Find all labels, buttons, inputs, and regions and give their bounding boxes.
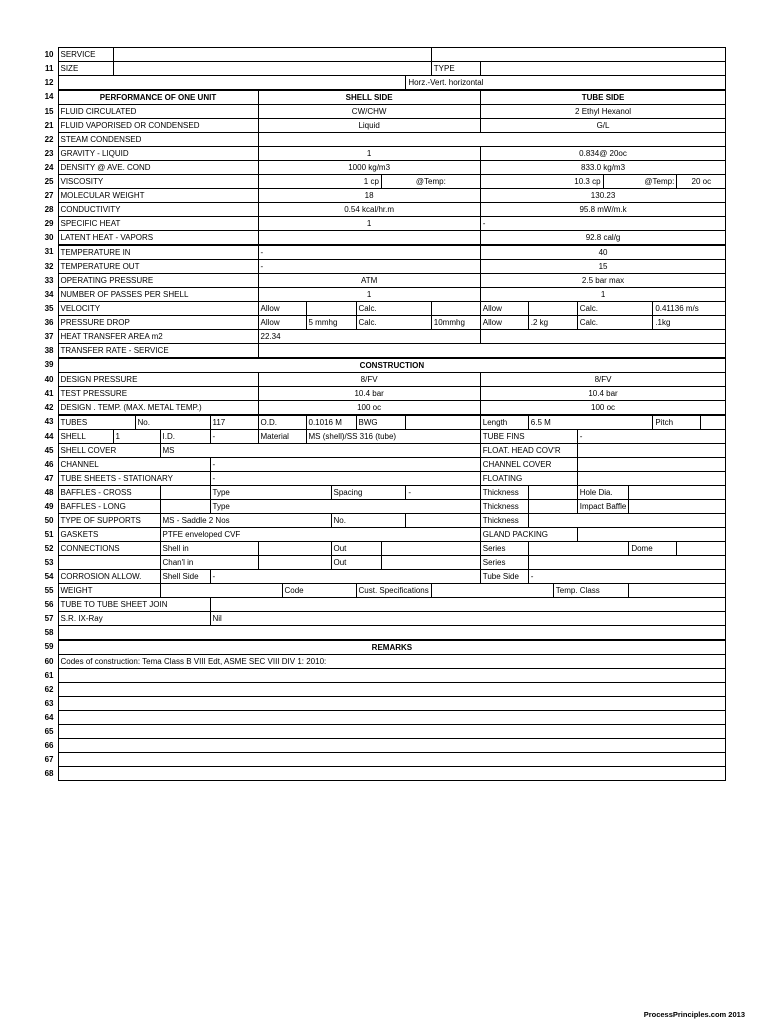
table-row [31,231,726,246]
table-cell: - [258,245,480,260]
table-row [31,753,726,767]
table-cell: Shell Side [160,570,210,584]
table-cell: MOLECULAR WEIGHT [58,189,258,203]
table-cell: GLAND PACKING [480,528,577,542]
table-cell: Series [480,542,528,556]
table-cell: CW/CHW [258,105,480,119]
table-row [31,288,726,302]
empty-cell [58,767,726,781]
table-cell: TEST PRESSURE [58,387,258,401]
row-number: 61 [44,670,54,680]
row-number: 53 [44,557,54,567]
empty-cell [113,48,431,62]
table-row [31,598,726,612]
table-cell: - [406,486,480,500]
empty-cell [431,48,726,62]
table-row [31,344,726,359]
table-cell: FLUID VAPORISED OR CONDENSED [58,119,258,133]
empty-cell [480,330,726,344]
row-number: 24 [44,162,54,172]
table-cell: Codes of construction: Tema Class B VIII Edt, ASME SEC VIII DIV 1: 2010: [58,655,726,669]
row-number: 21 [44,120,54,130]
row-number: 39 [44,360,54,370]
table-cell: SIZE [58,62,113,76]
row-number: 68 [44,768,54,778]
table-cell: CHANNEL COVER [480,458,577,472]
row-number: 31 [44,247,54,257]
table-row [31,358,726,373]
empty-cell [258,556,331,570]
table-cell: Series [480,556,528,570]
table-cell: GASKETS [58,528,160,542]
table-row [31,316,726,330]
table-row [31,76,726,91]
table-cell: SHELL [58,430,113,444]
table-cell: BWG [356,415,406,430]
table-cell: CHANNEL [58,458,210,472]
table-cell: CORROSION ALLOW. [58,570,160,584]
table-cell: REMARKS [58,640,726,655]
table-cell: Type [210,486,331,500]
table-row [31,274,726,288]
table-cell: DESIGN . TEMP. (MAX. METAL TEMP.) [58,401,258,416]
table-cell: 1 [258,147,480,161]
table-cell: - [210,430,258,444]
table-row [31,161,726,175]
empty-cell [58,626,726,641]
table-cell: Allow [480,316,528,330]
table-cell: TYPE [431,62,480,76]
row-number: 63 [44,698,54,708]
table-cell: O.D. [258,415,306,430]
table-cell: TRANSFER RATE - SERVICE [58,344,258,359]
table-cell: HEAT TRANSFER AREA m2 [58,330,258,344]
table-cell: SPECIFIC HEAT [58,217,258,231]
table-cell: Length [480,415,528,430]
table-cell: 5 mmhg [306,316,356,330]
table-row [31,62,726,76]
table-row [31,528,726,542]
empty-cell [577,528,726,542]
table-row [31,444,726,458]
table-cell: MS - Saddle 2 Nos [160,514,331,528]
row-number: 62 [44,684,54,694]
table-cell: Calc. [577,316,653,330]
table-cell: Horz.-Vert. horizontal [406,76,726,91]
empty-cell [58,725,726,739]
row-number: 14 [44,92,54,102]
empty-cell [528,486,577,500]
table-cell: - [210,570,480,584]
table-cell: SERVICE [58,48,113,62]
table-cell: - [210,472,480,486]
table-cell: 1000 kg/m3 [258,161,480,175]
table-cell: 0.54 kcal/hr.m [258,203,480,217]
table-cell: ATM [258,274,480,288]
row-number: 40 [44,374,54,384]
row-number: 34 [44,289,54,299]
row-number: 51 [44,529,54,539]
table-cell: DESIGN PRESSURE [58,373,258,387]
row-number: 47 [44,473,54,483]
table-row [31,570,726,584]
row-number: 15 [44,106,54,116]
empty-cell [160,486,210,500]
table-row [31,203,726,217]
empty-cell [160,500,210,514]
table-cell: .2 kg [528,316,577,330]
table-row [31,415,726,430]
empty-cell [528,514,726,528]
table-cell: No. [135,415,210,430]
row-number: 32 [44,261,54,271]
table-cell: SHELL SIDE [258,90,480,105]
table-cell: 100 oc [480,401,726,416]
table-cell: 92.8 cal/g [480,231,726,246]
empty-cell [58,711,726,725]
table-row [31,542,726,556]
table-cell: Spacing [331,486,406,500]
row-number: 67 [44,754,54,764]
table-row [31,683,726,697]
table-cell: - [258,260,480,274]
table-cell: CONNECTIONS [58,542,160,556]
table-cell: 0.1016 M [306,415,356,430]
row-number: 55 [44,585,54,595]
empty-cell [258,231,480,246]
table-cell: DENSITY @ AVE. COND [58,161,258,175]
table-cell: Thickness [480,500,528,514]
table-cell: Liquid [258,119,480,133]
table-row [31,640,726,655]
row-number: 42 [44,402,54,412]
table-cell: Type [210,500,480,514]
table-row [31,458,726,472]
empty-cell [629,500,726,514]
table-cell: FLOATING [480,472,577,486]
table-cell: PRESSURE DROP [58,316,258,330]
table-cell: TEMPERATURE OUT [58,260,258,274]
empty-cell [58,683,726,697]
empty-cell [210,598,726,612]
empty-cell [431,584,553,598]
table-cell: Nil [210,612,726,626]
table-cell: 0.41136 m/s [653,302,726,316]
table-row [31,612,726,626]
table-cell: Allow [480,302,528,316]
table-cell: No. [331,514,406,528]
table-cell: Pitch [653,415,701,430]
row-number: 43 [44,417,54,427]
table-cell: Shell in [160,542,258,556]
table-row [31,133,726,147]
table-cell: CONDUCTIVITY [58,203,258,217]
table-cell: Impact Baffle [577,500,629,514]
row-number: 37 [44,331,54,341]
row-number: 36 [44,317,54,327]
table-cell: 18 [258,189,480,203]
table-row [31,697,726,711]
table-cell: 100 oc [258,401,480,416]
empty-cell [577,444,726,458]
table-cell: Out [331,542,381,556]
row-number: 52 [44,543,54,553]
row-number: 58 [44,627,54,637]
footer-credit: ProcessPrinciples.com 2013 [643,1010,745,1019]
empty-cell [480,62,726,76]
row-number: 22 [44,134,54,144]
table-cell: Tube Side [480,570,528,584]
empty-cell [258,133,726,147]
row-number: 66 [44,740,54,750]
row-number: 38 [44,345,54,355]
empty-cell [258,542,331,556]
table-row [31,90,726,105]
table-cell: 95.8 mW/m.k [480,203,726,217]
table-cell: TUBE SHEETS - STATIONARY [58,472,210,486]
table-row [31,217,726,231]
row-number: 64 [44,712,54,722]
empty-cell [528,500,577,514]
table-row [31,119,726,133]
table-row [31,514,726,528]
table-row [31,260,726,274]
table-cell: 2 Ethyl Hexanol [480,105,726,119]
table-row [31,401,726,416]
table-cell: Cust. Specifications [356,584,431,598]
table-row [31,330,726,344]
row-number: 28 [44,204,54,214]
table-cell: TUBE TO TUBE SHEET JOIN [58,598,210,612]
row-number: 49 [44,501,54,511]
table-cell: 10mmhg [431,316,480,330]
row-number: 46 [44,459,54,469]
table-cell: 8/FV [480,373,726,387]
row-number: 48 [44,487,54,497]
table-cell: 833.0 kg/m3 [480,161,726,175]
empty-cell [381,556,480,570]
heat-exchanger-datasheet [31,47,726,781]
table-cell: Chan'l in [160,556,258,570]
empty-cell [677,542,726,556]
empty-cell [406,415,480,430]
row-number: 50 [44,515,54,525]
table-cell: 0.834@ 20oc [480,147,726,161]
table-cell: 8/FV [258,373,480,387]
table-cell: 130.23 [480,189,726,203]
table-row [31,105,726,119]
table-row [31,556,726,570]
empty-cell [381,542,480,556]
row-number: 54 [44,571,54,581]
empty-cell [58,753,726,767]
row-number: 65 [44,726,54,736]
table-cell: TEMPERATURE IN [58,245,258,260]
empty-cell [629,486,726,500]
table-row [31,584,726,598]
row-number: 56 [44,599,54,609]
table-row [31,302,726,316]
table-cell: - [528,570,726,584]
table-cell: TUBES [58,415,135,430]
table-cell: Dome [629,542,677,556]
empty-cell [528,556,726,570]
table-cell: - [577,430,726,444]
table-cell: 1 [113,430,160,444]
table-row [31,767,726,781]
empty-cell [528,302,577,316]
empty-cell [58,76,406,91]
table-cell: Thickness [480,514,528,528]
row-number: 30 [44,232,54,242]
table-cell: NUMBER OF PASSES PER SHELL [58,288,258,302]
row-number: 10 [44,49,54,59]
table-row [31,430,726,444]
table-cell: VISCOSITY [58,175,258,189]
table-cell: 10.3 cp [480,175,603,189]
table-cell: VELOCITY [58,302,258,316]
table-cell: - [480,217,726,231]
table-cell: 15 [480,260,726,274]
table-cell: Allow [258,316,306,330]
table-row [31,711,726,725]
empty-cell [160,584,282,598]
table-cell: SHELL COVER [58,444,160,458]
table-cell: 10.4 bar [258,387,480,401]
table-cell: - [210,458,480,472]
table-cell: Code [282,584,356,598]
table-cell: Calc. [356,302,431,316]
table-cell: TYPE OF SUPPORTS [58,514,160,528]
table-cell: 117 [210,415,258,430]
table-cell: 22.34 [258,330,480,344]
table-cell: S.R. IX-Ray [58,612,210,626]
table-cell: 1 [258,217,480,231]
table-cell: PERFORMANCE OF ONE UNIT [58,90,258,105]
empty-cell [431,302,480,316]
table-cell: 20 oc [677,175,726,189]
empty-cell [306,302,356,316]
table-cell: PTFE enveloped CVF [160,528,480,542]
row-number: 57 [44,613,54,623]
table-cell: GRAVITY - LIQUID [58,147,258,161]
table-row [31,189,726,203]
table-cell: FLOAT. HEAD COV'R [480,444,577,458]
table-row [31,500,726,514]
row-number: 33 [44,275,54,285]
table-cell: 1 cp [258,175,381,189]
row-number: 11 [45,63,54,73]
table-row [31,669,726,683]
row-number: 45 [44,445,54,455]
table-cell: @Temp: [603,175,677,189]
table-row [31,655,726,669]
table-cell: Calc. [356,316,431,330]
table-cell: BAFFLES - CROSS [58,486,160,500]
row-number: 12 [44,77,54,87]
table-cell: BAFFLES - LONG [58,500,160,514]
row-number: 35 [44,303,54,313]
table-row [31,626,726,641]
row-number: 23 [44,148,54,158]
table-row [31,48,726,62]
table-row [31,373,726,387]
empty-cell [577,458,726,472]
table-cell: Temp. Class [553,584,629,598]
table-cell: TUBE FINS [480,430,577,444]
table-cell: I.D. [160,430,210,444]
table-cell: WEIGHT [58,584,160,598]
table-cell: CONSTRUCTION [58,358,726,373]
row-number: 60 [44,656,54,666]
row-number: 29 [44,218,54,228]
table-cell: MS [160,444,480,458]
table-cell: LATENT HEAT - VAPORS [58,231,258,246]
table-cell: Calc. [577,302,653,316]
empty-cell [58,739,726,753]
table-cell: 40 [480,245,726,260]
empty-cell [701,415,726,430]
table-cell: Out [331,556,381,570]
table-cell: @Temp: [381,175,480,189]
table-cell: Thickness [480,486,528,500]
table-cell: 1 [480,288,726,302]
table-cell: STEAM CONDENSED [58,133,258,147]
table-cell: Allow [258,302,306,316]
empty-cell [406,514,480,528]
empty-cell [58,669,726,683]
empty-cell [629,584,726,598]
table-cell: MS (shell)/SS 316 (tube) [306,430,480,444]
table-cell: Material [258,430,306,444]
empty-cell [58,697,726,711]
table-row [31,245,726,260]
table-cell: 6.5 M [528,415,653,430]
row-number: 59 [44,642,54,652]
table-row [31,725,726,739]
table-cell: 1 [258,288,480,302]
empty-cell [258,344,726,359]
table-row [31,486,726,500]
table-cell: 10.4 bar [480,387,726,401]
table-row [31,175,726,189]
table-row [31,472,726,486]
table-cell: .1kg [653,316,726,330]
table-row [31,387,726,401]
empty-cell [58,556,160,570]
row-number: 41 [44,388,54,398]
row-number: 27 [44,190,54,200]
empty-cell [113,62,431,76]
table-cell: 2.5 bar max [480,274,726,288]
row-number: 44 [44,431,54,441]
empty-cell [577,472,726,486]
table-cell: FLUID CIRCULATED [58,105,258,119]
table-cell: Hole Dia. [577,486,629,500]
table-cell: TUBE SIDE [480,90,726,105]
empty-cell [528,542,629,556]
table-row [31,739,726,753]
table-row [31,147,726,161]
row-number: 25 [44,176,54,186]
table-cell: G/L [480,119,726,133]
table-cell: OPERATING PRESSURE [58,274,258,288]
